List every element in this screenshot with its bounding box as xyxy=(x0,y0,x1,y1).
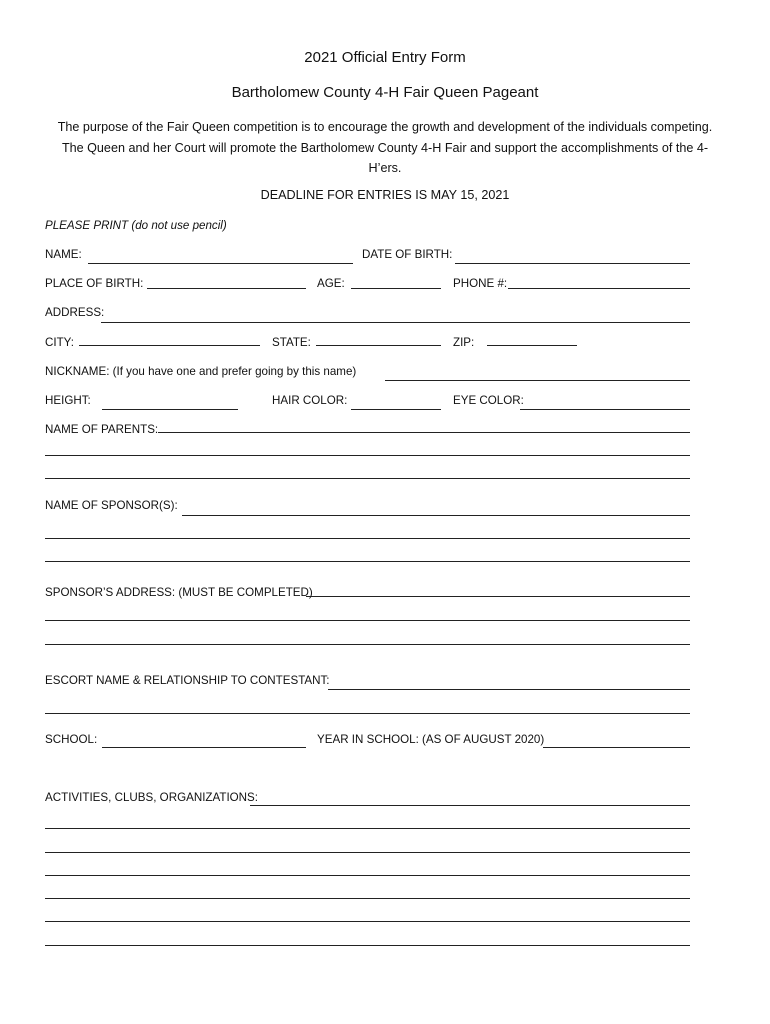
activities-field-line[interactable] xyxy=(45,921,690,922)
school-label: SCHOOL: xyxy=(45,733,98,746)
escort-field[interactable] xyxy=(328,689,690,690)
deadline-notice: DEADLINE FOR ENTRIES IS MAY 15, 2021 xyxy=(260,188,510,202)
eye-color-label: EYE COLOR: xyxy=(453,394,524,407)
city-label: CITY: xyxy=(45,336,74,349)
sponsors-label: NAME OF SPONSOR(S): xyxy=(45,499,178,512)
height-field[interactable] xyxy=(102,409,238,410)
sponsors-field[interactable] xyxy=(182,515,690,516)
city-field[interactable] xyxy=(79,345,260,346)
activities-field-line[interactable] xyxy=(45,875,690,876)
age-field[interactable] xyxy=(351,288,441,289)
parents-label: NAME OF PARENTS: xyxy=(45,423,159,436)
height-label: HEIGHT: xyxy=(45,394,91,407)
place-of-birth-label: PLACE OF BIRTH: xyxy=(45,277,144,290)
activities-field[interactable] xyxy=(250,805,690,806)
activities-field-line[interactable] xyxy=(45,852,690,853)
activities-field-line[interactable] xyxy=(45,945,690,946)
purpose-statement: The purpose of the Fair Queen competition is to encourage the growth and development of the individuals competing. The Queen and her Court will promote the Bartholomew County 4-H Fair and support the accomplishments of the 4-H’ers. xyxy=(57,120,713,175)
escort-field-line[interactable] xyxy=(45,713,690,714)
sponsor-address-label: SPONSOR’S ADDRESS: (MUST BE COMPLETED) xyxy=(45,586,313,599)
sponsor-address-field-line[interactable] xyxy=(45,644,690,645)
name-label: NAME: xyxy=(45,248,82,261)
hair-color-label: HAIR COLOR: xyxy=(272,394,348,407)
year-in-school-label: YEAR IN SCHOOL: (AS OF AUGUST 2020) xyxy=(317,733,545,746)
parents-field-line[interactable] xyxy=(45,478,690,479)
nickname-field[interactable] xyxy=(385,380,690,381)
school-field[interactable] xyxy=(102,747,306,748)
form-title: 2021 Official Entry Form xyxy=(304,49,466,66)
activities-field-line[interactable] xyxy=(45,898,690,899)
phone-field[interactable] xyxy=(508,288,690,289)
sponsor-address-field[interactable] xyxy=(306,596,690,597)
activities-field-line[interactable] xyxy=(45,828,690,829)
address-field[interactable] xyxy=(101,322,690,323)
state-label: STATE: xyxy=(272,336,311,349)
place-of-birth-field[interactable] xyxy=(147,288,306,289)
date-of-birth-label: DATE OF BIRTH: xyxy=(362,248,453,261)
form-subtitle: Bartholomew County 4-H Fair Queen Pageant xyxy=(231,84,539,101)
address-label: ADDRESS: xyxy=(45,306,105,319)
date-of-birth-field[interactable] xyxy=(455,263,690,264)
hair-color-field[interactable] xyxy=(351,409,441,410)
sponsors-field-line[interactable] xyxy=(45,538,690,539)
parents-field[interactable] xyxy=(158,432,690,433)
escort-label: ESCORT NAME & RELATIONSHIP TO CONTESTANT: xyxy=(45,674,330,687)
age-label: AGE: xyxy=(317,277,345,290)
name-field[interactable] xyxy=(88,263,353,264)
sponsors-field-line[interactable] xyxy=(45,561,690,562)
state-field[interactable] xyxy=(316,345,441,346)
nickname-label: NICKNAME: (If you have one and prefer going by this name) xyxy=(45,365,357,378)
phone-label: PHONE #: xyxy=(453,277,508,290)
activities-label: ACTIVITIES, CLUBS, ORGANIZATIONS: xyxy=(45,791,259,804)
year-in-school-field[interactable] xyxy=(543,747,690,748)
print-instruction: PLEASE PRINT (do not use pencil) xyxy=(45,219,227,232)
eye-color-field[interactable] xyxy=(520,409,690,410)
sponsor-address-field-line[interactable] xyxy=(45,620,690,621)
zip-label: ZIP: xyxy=(453,336,475,349)
zip-field[interactable] xyxy=(487,345,577,346)
parents-field-line[interactable] xyxy=(45,455,690,456)
